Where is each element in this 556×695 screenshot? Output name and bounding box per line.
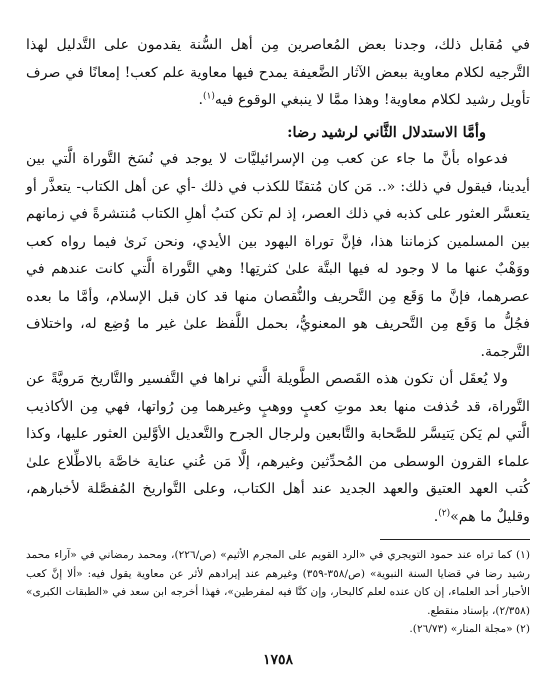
paragraph-1-text: في مُقابل ذلك، وجدنا بعض المُعاصرين مِن أهل السُّنة يقدمون على التَّدليل لهذا التَّرجيه لكلام معاوية ببعض الآثار الضَّعيفة يمدح فيها معاوية علم كعب! إمعانًا في صرف تأويل رشيد لكلام معاوية! وهذا ممَّا لا ينبغي الوقوع فيه: [26, 37, 530, 108]
page-number: ١٧٥٨: [262, 652, 294, 668]
footnote-2: (٢) «مجلة المنار» (٢٦/٧٣).: [409, 623, 530, 635]
paragraph-3-text: ولا يُعقَل أن تكون هذه القَصص الطَّويلة الَّتي نراها في التَّفسير والتَّاريخ مَرويَّةً عن التَّوراة، قد حُذفت منها بعد موتِ كعبٍ ووهبٍ وغيرهما مِن رُواتها، فهي مِن الأكاذيب الَّتي لم يَكن يَتيسَّر للصَّحابة والتَّابعين ولرجال الجرح والتَّعديل الأوَّلين العثور عليها، وكذا علماء القرون الوسطى من المُحدِّثين وغيرهم، إلَّا مَن عُني عناية خاصَّة بالاطِّلاع علىٰ كُتب العهد العتيق والعهد الجديد عند أهل الكتاب، وعلى التَّواريخ المُفصَّلة لأخبارهم، وقليلٌ ما هم»: [26, 371, 530, 525]
footnote-ref-2[interactable]: (٢): [438, 507, 451, 518]
paragraph-3: ولا يُعقَل أن تكون هذه القَصص الطَّويلة الَّتي نراها في التَّفسير والتَّاريخ مَرويَّةً عن التَّوراة، قد حُذفت منها بعد موتِ كعبٍ ووهبٍ وغيرهما مِن رُواتها، فهي مِن الأكاذيب الَّتي لم يَكن يَتيسَّر للصَّحابة والتَّابعين ولرجال الجرح والتَّعديل الأوَّلين العثور عليها، وكذا علماء القرون الوسطى من المُحدِّثين وغيرهم، إلَّا مَن عُني عناية خاصَّة بالاطِّلاع علىٰ كُتب العهد العتيق والعهد الجديد عند أهل الكتاب، وعلى التَّواريخ المُفصَّلة لأخبارهم، وقليلٌ ما هم»$^{(٢)}$.: [26, 371, 530, 525]
paragraph-2: فدعواه بأنَّ ما جاء عن كعب مِن الإسرائيليَّات لا يوجد في نُسَخ التَّوراة الَّتي بين أيدينا، فيقول في ذلك: «.. مَن كان مُتقنًا للكذب في ذلك -أي عن أهل الكتاب- يتعذَّر أو يتعسَّر العثور على كذبه في ذلك العصر، إذ لم تكن كتبُ أهلِ الكتاب مُنتشرةً في زمانهم بين المسلمين كزماننا هذا، فإنَّ توراة اليهود بين الأيدي، ونحن نَرىٰ فيما رواه كعب ووَهْبٌ عنها ما لا وجود له فيها البتَّة علىٰ كثرتِها! وهي التَّوراة الَّتي كانت عندهم في عصرهما، فإنَّ ما وَقَع مِن التَّحريف والنُّقصان منها قد كان قبل الإسلام، وأمَّا ما بعده فجُلُّ ما وَقَع مِن التَّحريف هو المعنويُّ، بحمل اللَّفظ علىٰ غير ما وُضِع له، واختلاف التَّرجمة.: [26, 151, 530, 360]
section-heading: وأمَّا الاستدلال الثَّاني لرشيد رضا:: [287, 123, 486, 141]
footnote-divider: [380, 539, 530, 540]
footnotes: [26, 546, 530, 639]
footnote-1: (١) كما تراه عند حمود التويجري في «الرد القويم على المجرم الأثيم» (ص/٢٢٦)، ومحمد رمضاني في «آراء محمد رشيد رضا في قضايا السنة النبوية» (ص/٣٥٨-٣٥٩) وغيرهم عند إيرادهم لأثر عن معاوية يقول فيه: «ألا إنَّ كعب الأحبار أحد العلماء، إن كان عنده لعلم كالبحار، وإن كنَّا فيه لمفرطين»، فهذا أخرجه ابن سعد في «الطبقات الكبرى» (٢/٣٥٨)، بإسناد منقطع.: [26, 549, 530, 617]
footnote-ref-1[interactable]: (١): [203, 91, 215, 102]
paragraph-1: في مُقابل ذلك، وجدنا بعض المُعاصرين مِن أهل السُّنة يقدمون على التَّدليل لهذا التَّرجيه لكلام معاوية ببعض الآثار الضَّعيفة يمدح فيها معاوية علم كعب! إمعانًا في صرف تأويل رشيد لكلام معاوية! وهذا ممَّا لا ينبغي الوقوع فيه$^{(١)}$.: [26, 37, 530, 108]
